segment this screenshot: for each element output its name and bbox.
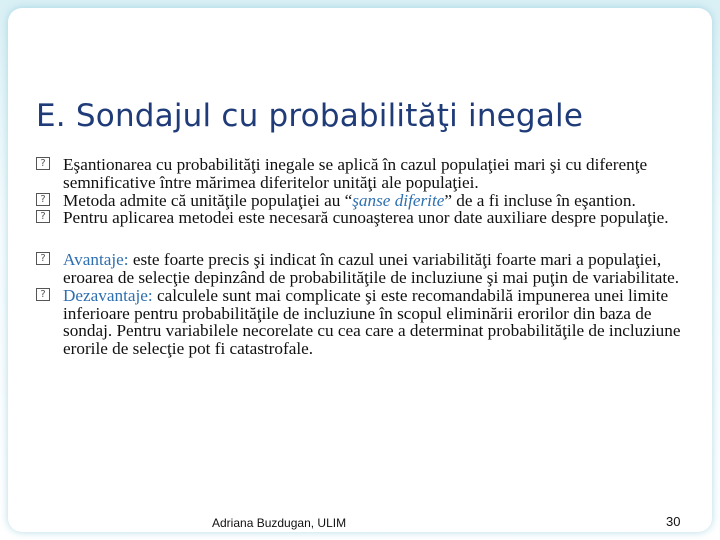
label-dezavantaje: Dezavantaje: — [63, 285, 153, 305]
emphasis-sanse-diferite: şanse diferite — [352, 190, 445, 210]
slide-title: E. Sondajul cu probabilităţi inegale — [36, 98, 584, 134]
paragraph-text: calculele sunt mai complicate şi este recomandabilă impunerea unei limite inferioare pentru probabilităţile de incluziune în scopul eliminării erorilor din baza de sondaj. Pentru variabilele necorelate cu cea care a determinat probabilităţile de incluziune erorile de selecţie pot fi catastrofale. — [63, 285, 681, 359]
paragraph-avantaje — [36, 251, 686, 287]
paragraph-text-start: Metoda admite că unităţile populaţiei au “ — [63, 190, 353, 210]
paragraph-text-end: ” de a fi incluse în eşantion. — [444, 190, 636, 210]
paragraph-aplicarea — [36, 209, 686, 227]
paragraph-text: este foarte precis şi indicat în cazul unei variabilităţi foarte mari a populaţiei, eroarea de selecţie depinzând de probabilităţile de incluziune şi mai puţin de variabilitate. — [63, 250, 680, 287]
bullet-box-icon: ? — [36, 157, 50, 170]
bullet-box-icon: ? — [36, 210, 50, 223]
bullet-box-icon: ? — [36, 252, 50, 265]
label-avantaje: Avantaje: — [63, 250, 129, 270]
bullet-box-icon: ? — [36, 193, 50, 206]
paragraph-text: Eşantionarea cu probabilităţi inegale se aplică în cazul populaţiei mari şi cu diferenţe semnificative între mărimea diferitelor unităţi ale populaţiei. — [63, 155, 648, 192]
slide-body — [36, 156, 686, 358]
paragraph-text: Pentru aplicarea metodei este necesară cunoaşterea unor date auxiliare despre populaţie. — [63, 208, 669, 228]
paragraph-esantionarea — [36, 156, 686, 192]
bullet-box-icon: ? — [36, 288, 50, 301]
paragraph-metoda — [36, 192, 686, 210]
page-number: 30 — [666, 514, 681, 529]
footer-author: Adriana Buzdugan, ULIM — [212, 516, 347, 530]
paragraph-dezavantaje — [36, 287, 686, 358]
